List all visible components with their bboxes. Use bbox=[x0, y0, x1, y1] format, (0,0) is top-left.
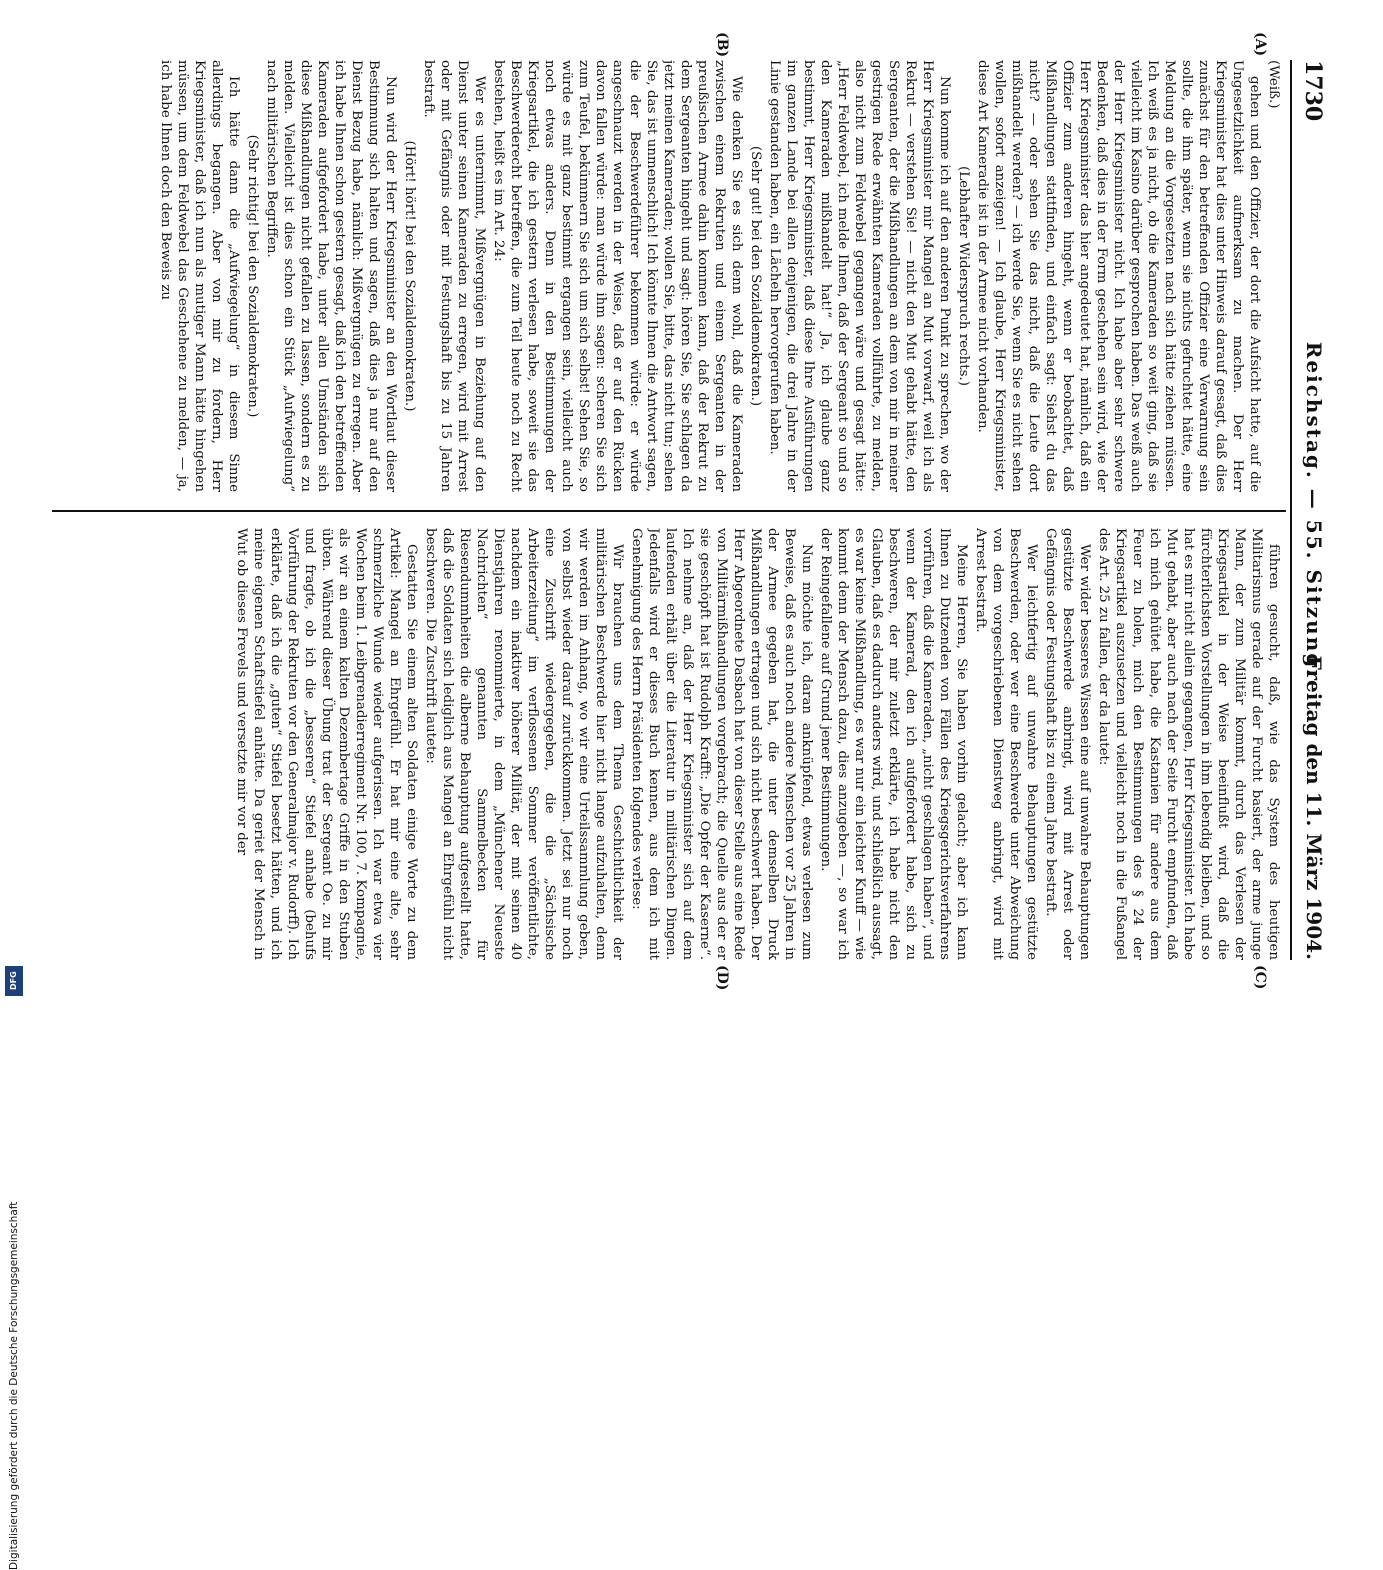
digitization-note: Digitalisierung gefördert durch die Deutsche Forschungsgemeinschaft bbox=[8, 1201, 20, 1570]
margin-marker-c: (C) bbox=[1252, 965, 1268, 990]
paragraph: Ich hätte dann die „Aufwiegelung“ in diesem Sinne allerdings begangen. Aber von mir zu fordern, Herr Kriegsminister, daß ich nun als mutiger Mann hätte hingehen müssen, um dem Feldwebel das Geschehene zu melden, — ja, ich habe Ihnen doch den Beweis zu bbox=[158, 60, 241, 492]
page-number: 1730 bbox=[1300, 60, 1326, 122]
right-column bbox=[52, 528, 1282, 960]
paragraph: Wir brauchen uns dem Thema Geschichtlichkeit der militärischen Beschwerde hier nicht lange aufzuhalten, denn wir werden im Anhang, wo wir eine Urteilssammlung geben, von selbst wieder darauf zurückkommen. Jetzt sei nur noch eine Zuschrift wiedergegeben, die die „Sächsische Arbeiterzeitung“ im verflossenen Sommer veröffentlichte, nachdem ein inaktiver höherer Militär, der mit seinen 40 Dienstjahren renommierte, in dem „Münchener Neueste Nachrichten“ genannten Sammelbecken für Riesendummheiten die alberne Behauptung aufgestellt hatte, daß die Soldaten sich lediglich aus Mangel an Ehrgefühl nicht beschweren. Die Zuschrift lautete: bbox=[423, 528, 625, 960]
paragraph: (Hört! hört! bei den Sozialdemokraten.) bbox=[402, 140, 417, 412]
margin-marker-a: (A) bbox=[1252, 32, 1268, 57]
right-column-body bbox=[233, 528, 1282, 960]
paragraph: Gestatten Sie einem alten Soldaten einige Worte zu dem Artikel: Mangel an Ehrgefühl. Er hat mir eine alte, sehr schmerzliche Wunde wieder aufgerissen. Ich war etwa vier Wochen beim 1. Leibgrenadierregiment Nr. 100, 7. Kompagnie, als wir an einem kalten Dezembertage Griffe in den Stuben übten. Während dieser Übung trat der Sergeant Oe. zu mir und fragte, ob ich die „besseren“ Stiefel anhabe (behufs Vorführung der Rekruten vor den Generalmajor v. Rudorff). Ich erklärte, daß ich die „guten“ Stiefel besetzt hätten, und ich meine eigenen Schaftstiefel anhätte. Da geriet der Mensch in Wut ob dieses Frevels und versetzte mir vor der bbox=[234, 528, 419, 960]
session-date: Freitag den 11. März 1904. bbox=[1302, 655, 1326, 960]
margin-marker-b: (B) bbox=[714, 32, 730, 58]
paragraph: (Sehr gut! bei den Sozialdemokraten.) bbox=[748, 145, 763, 407]
margin-marker-d: (D) bbox=[714, 965, 730, 991]
paragraph: Nun wird der Herr Kriegsminister an den Wortlaut dieser Bestimmung sich halten und sagen, daß dies ja nur auf den Dienst Bezug habe, nämlich: Mißvergnügen zu erregen. Aber ich habe Ihnen schon gestern gesagt, daß ich den betreffenden Kameraden aufgefordert habe, unter allen Umständen sich diese Mißhandlungen nicht gefallen zu lassen, sondern es zu melden. Vielleicht ist dies schon ein Stück „Aufwiegelung“ nach militärischen Begriffen. bbox=[264, 60, 398, 492]
speaker-tag: (Weiß.) bbox=[1266, 60, 1281, 109]
paragraph: führen gesucht, daß, wie das System des heutigen Militarismus gerade auf der Furcht basiert, der arme junge Mann, der zum Militär kommt, durch das Verlesen der Kriegsartikel in der Weise beeinflußt wird, daß die fürchterlichsten Vorstellungen in ihm lebendig bleiben, und so hat es mir nicht allein gegangen, Herr Kriegsminister. Ich habe Mut gehabt, aber auch nach der Seite Furcht empfunden, daß ich mich gehütet habe, die Kastanien für andere aus dem Feuer zu holen, mich den Bestimmungen des § 24 der Kriegsartikel auszusetzen und vielleicht noch in die Fußangel des Art. 25 zu fallen, der da lautet: bbox=[1096, 528, 1281, 960]
left-column-body bbox=[157, 60, 1263, 492]
paragraph: Wer es unternimmt, Mißvergnügen in Beziehung auf den Dienst unter seinen Kameraden zu erregen, wird mit Arrest oder mit Gefängnis oder mit Festungshaft bis zu 15 Jahren bestraft. bbox=[421, 60, 487, 492]
paragraph: Wie denken Sie es sich denn wohl, daß die Kameraden zwischen einem Rekruten und einem Sergeanten in der preußischen Armee dahin kommen kann, daß der Rekrut zu dem Sergeanten hingeht und sagt: hören Sie, Sie schlagen da jetzt meinen Kameraden; wollen Sie, bitte, das nicht tun; sehen Sie, das ist unmenschlich! Ich könnte Ihnen die Antwort sagen, die der Beschwerdeführer bekommen würde: er würde angeschnauzt werden in der Weise, daß er auf den Rücken davon fallen würde: man würde ihm sagen: scheren Sie sich zum Teufel, bekümmern Sie sich um sich selbst! Sehen Sie, so würde es mit ganz bestimmt ergangen sein, vielleicht auch noch etwas anders. Denn in den Bestimmungen der Kriegsartikel, die ich gestern verlesen habe, soweit sie das Beschwerderecht betreffen, die zum Teil heute noch zu Recht bestehen, heißt es im Art. 24: bbox=[491, 60, 744, 492]
paragraph: (Sehr richtig! bei den Sozialdemokraten.) bbox=[245, 134, 260, 418]
left-column bbox=[52, 60, 1282, 492]
document-page bbox=[50, 32, 1330, 991]
dfg-logo: DFG bbox=[5, 966, 23, 996]
paragraph: Wer wider besseres Wissen eine auf unwahre Behauptungen gestützte Beschwerde anbringt, wird mit Arrest oder Gefängnis oder Festungshaft bis zu einem Jahre bestraft. bbox=[1043, 528, 1092, 960]
page-header bbox=[1290, 60, 1330, 960]
column-divider bbox=[52, 510, 1286, 512]
paragraph: Nun möchte ich, daran anknüpfend, etwas verlesen zum Beweise, daß es auch noch andere Menschen vor 25 Jahren in der Armee gegeben hat, die unter demselben Druck Mißhandlungen ertragen und sich nicht beschwert haben. Der Herr Abgeordnete Dasbach hat von dieser Stelle aus eine Rede von Militärmißhandlungen vorgebracht; die Quelle aus der er sie geschöpft hat ist Rudolph Krafft: „Die Opfer der Kaserne“. Ich nehme an, daß der Herr Kriegsminister sich auf dem laufenden erhält über die Literatur in militärischen Dingen. Jedenfalls wird er dieses Buch kennen, aus dem ich mit Genehmigung des Herrn Präsidenten folgendes verlese: bbox=[629, 528, 814, 960]
paragraph: gehen und den Offizier, der dort die Aufsicht hatte, auf die Ungesetzlichkeit aufmerksam zu machen. Der Herr Kriegsminister hat dies unter Hinweis darauf gesagt, daß dies zunächst für den betreffenden Offizier eine Verwarnung sein sollte, die ihm später, wenn sie nichts gefruchtet hätte, eine Meldung an die Vorgesetzten nach sich hätte ziehen müssen. Ich weiß es ja nicht, ob die Kameraden so weit ging, daß sie vielleicht im Kasino darüber gesprochen haben. Das weiß auch der Herr Kriegsminister nicht. Ich habe aber sehr schwere Bedenken, daß dies in der Form geschehen sein wird, wie der Herr Kriegsminister das hier angedeutet hat, nämlich, daß ein Offizier zum anderen hingeht, wenn er beobachtet, daß Mißhandlungen stattfinden, und einfach sagt: Siehst du das nicht? — oder sehen Sie das nicht, daß die Leute dort mißhandelt werden? — ich werde Sie, wenn Sie es nicht sehen wollen, sofort anzeigen! — Ich glaube, Herr Kriegsminister, diese Art Kameradie ist in der Armee nicht vorhanden. bbox=[975, 60, 1262, 492]
paragraph: Nun komme ich auf den anderen Punkt zu sprechen, wo der Herr Kriegsminister mir Mangel an Mut vorwarf, weil ich als Rekrut — verstehen Sie! — nicht den Mut gehabt hätte, den Sergeanten, der die Mißhandlungen an dem von mir in meiner gestrigen Rede erwähnten Kameraden vollführte, zu melden, also nicht zum Feldwebel gegangen wäre und gesagt hätte: „Herr Feldwebel, ich melde Ihnen, daß der Sergeant so und so den Kameraden mißhandelt hat!“ Ja, ich glaube ganz bestimmt, Herr Kriegsminister, daß diese Ihre Ausführungen im ganzen Lande bei allen denjenigen, die drei Jahre in der Linie gestanden haben, ein Lächeln hervorgerufen haben. bbox=[767, 60, 952, 492]
running-title: Reichstag. — 55. Sitzung. bbox=[1302, 341, 1326, 679]
paragraph: (Lebhafter Widerspruch rechts.) bbox=[956, 166, 971, 386]
paragraph: Meine Herren, Sie haben vorhin gelacht; aber ich kann Ihnen zu Dutzenden von Fällen des Kriegsgerichtsverfahrens vorführen, daß die Kameraden, „nicht geschlagen haben“, und wenn der Kamerad, den ich aufgefordert habe, sich zu beschweren, der mir zuletzt erklärte, ich habe nicht den Glauben, daß es dadurch anders wird, und schließlich aussagt, es war keine Mißhandlung, es war nur ein leichter Knuff — wie kommt denn der Mensch dazu, dies anzugeben —, so war ich der Reingefallene auf Grund jener Bestimmungen. bbox=[818, 528, 969, 960]
paragraph: Wer leichtfertig auf unwahre Behauptungen gestützte Beschwerden, oder wer eine Beschwerde unter Abweichung von dem vorgeschriebenen Dienstweg anbringt, wird mit Arrest bestraft. bbox=[973, 528, 1039, 960]
